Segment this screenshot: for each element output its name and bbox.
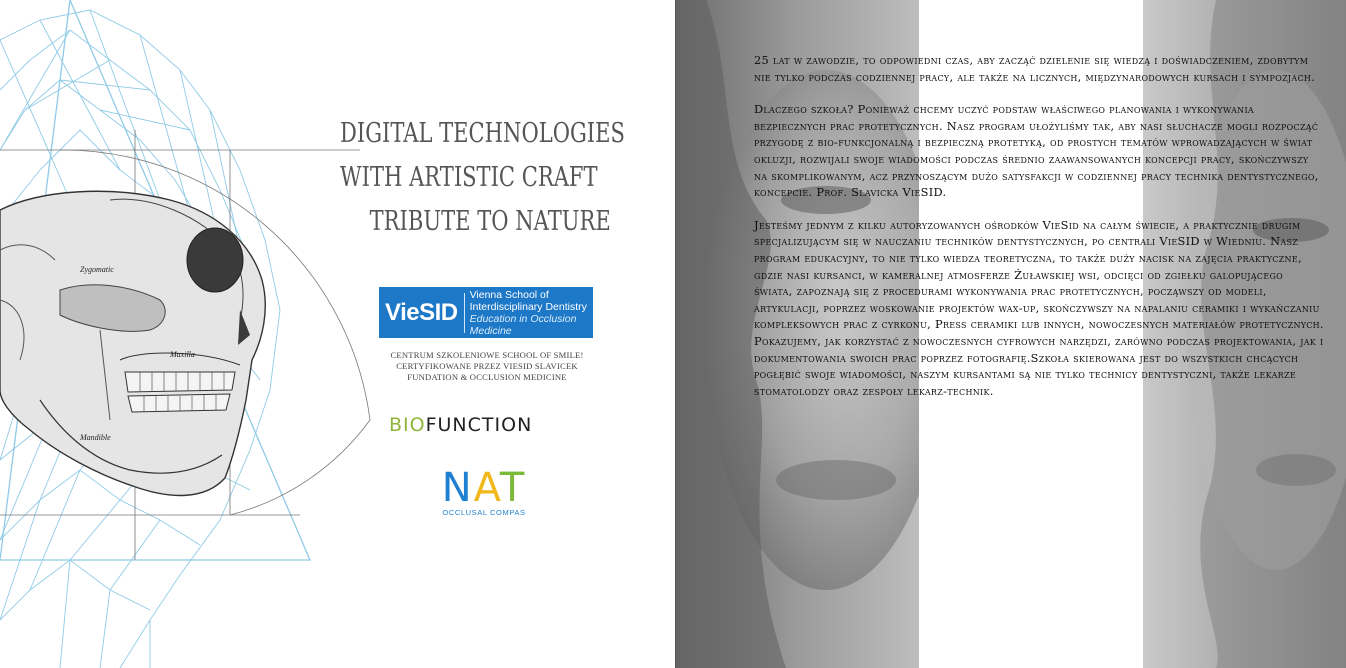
headline-line-2: WITH ARTISTIC CRAFT (340, 162, 598, 193)
centrum-certification-text (376, 350, 598, 383)
skull-wireframe-illustration (0, 0, 420, 668)
body-text (754, 52, 1324, 415)
viesid-line-1: Vienna School of (469, 288, 549, 301)
viesid-logo (379, 287, 593, 338)
centrum-line-3: FUNDATION & OCCLUSION MEDICINE (407, 372, 567, 382)
nat-wordmark (428, 465, 540, 511)
body-paragraph-3: Jesteśmy jednym z kilku autoryzowanych ośrodków VieSid na całym świecie, a praktycznie drugim specjalizującym się w nauczaniu techników dentystycznych, po centrali VieSID w Wiedniu. Nasz program edukacyjny, to nie tylko wiedza teoretyczna, to także duży nacisk na zajęcia praktyczne, gdzie nasi kursanci, w kameralnej atmosferze Żuławskiej wsi, odcięci od zgiełku galopującego świata, zapoznają się z procedurami wykonywania prac protetycznych, począwszy od modeli, artykulacji, poprzez woskowanie projektów wax-up, skończywszy na napalaniu ceramiki i wykańczaniu kompleksowych prac z cyrkonu, Press ceramiki lub innych, nowoczesnych materiałów protetycznych. Pokazujemy, jak korzystać z nowoczesnych cyfrowych narzędzi, zarówno podczas projektowania, jak i dokumentowania swoich prac poprzez fotografię.Szkoła skierowana jest do wszystkich chcących pogłębić swoje wiadomości, naszym kursantami są nie tylko technicy dentystyczni, także lekarze stomatolodzy oraz zespoły lekarz-technik. (754, 217, 1324, 398)
headline-line-3: TRIBUTE TO NATURE (369, 206, 611, 237)
biofunction-logo (389, 414, 532, 436)
viesid-line-2: Interdisciplinary Dentistry (469, 300, 587, 313)
viesid-line-3: Education in Occlusion Medicine (469, 312, 577, 337)
zygomatic-label: Zygomatic (80, 265, 114, 274)
nat-letter-t: T (499, 465, 527, 511)
body-paragraph-2: Dlaczego szkoła? Ponieważ chcemy uczyć podstaw właściwego planowania i wykonywania bezpiecznych prac protetycznych. Nasz program ułożyliśmy tak, aby nasi słuchacze mogli rozpocząć przygodę z bio-funkcjonalną i bezpieczną protetyką, od prostych tematów wprowadzających w świat okluzji, rozwijali swoje wiadomości podczas średnio zaawansowanych koncepcji pracy, skończywszy na skomplikowanym, acz przynoszącym dużo satysfakcji w codziennej pracy technika dentystycznego, koncepcie. Prof. Slavicka VieSID. (754, 102, 1319, 200)
headline-line-1: DIGITAL TECHNOLOGIES (340, 118, 625, 149)
nat-letter-a: A (473, 465, 500, 511)
biofunction-bio: BIO (389, 414, 426, 436)
nat-logo (428, 465, 540, 517)
biofunction-function: FUNCTION (425, 414, 533, 436)
mandible-label: Mandible (80, 433, 111, 442)
nat-subtitle: OCCLUSAL COMPAS (442, 508, 526, 517)
headline (340, 112, 625, 244)
centrum-line-1: CENTRUM SZKOLENIOWE SCHOOL OF SMILE! (390, 350, 584, 360)
body-paragraph-1: 25 lat w zawodzie, to odpowiedni czas, aby zacząć dzielenie się wiedzą i doświadczeniem, zdobytym nie tylko podczas codziennej pracy, ale także na licznych, międzynarodowych kursach i sympozjach. (754, 53, 1316, 84)
viesid-wordmark: VieSID (379, 293, 465, 333)
nat-letter-n: N (441, 465, 474, 511)
maxilla-label: Maxilla (170, 350, 195, 359)
viesid-tagline (465, 289, 593, 337)
skull (0, 191, 265, 495)
centrum-line-2: CERTYFIKOWANE PRZEZ VIESID SLAVICEK (396, 361, 578, 371)
